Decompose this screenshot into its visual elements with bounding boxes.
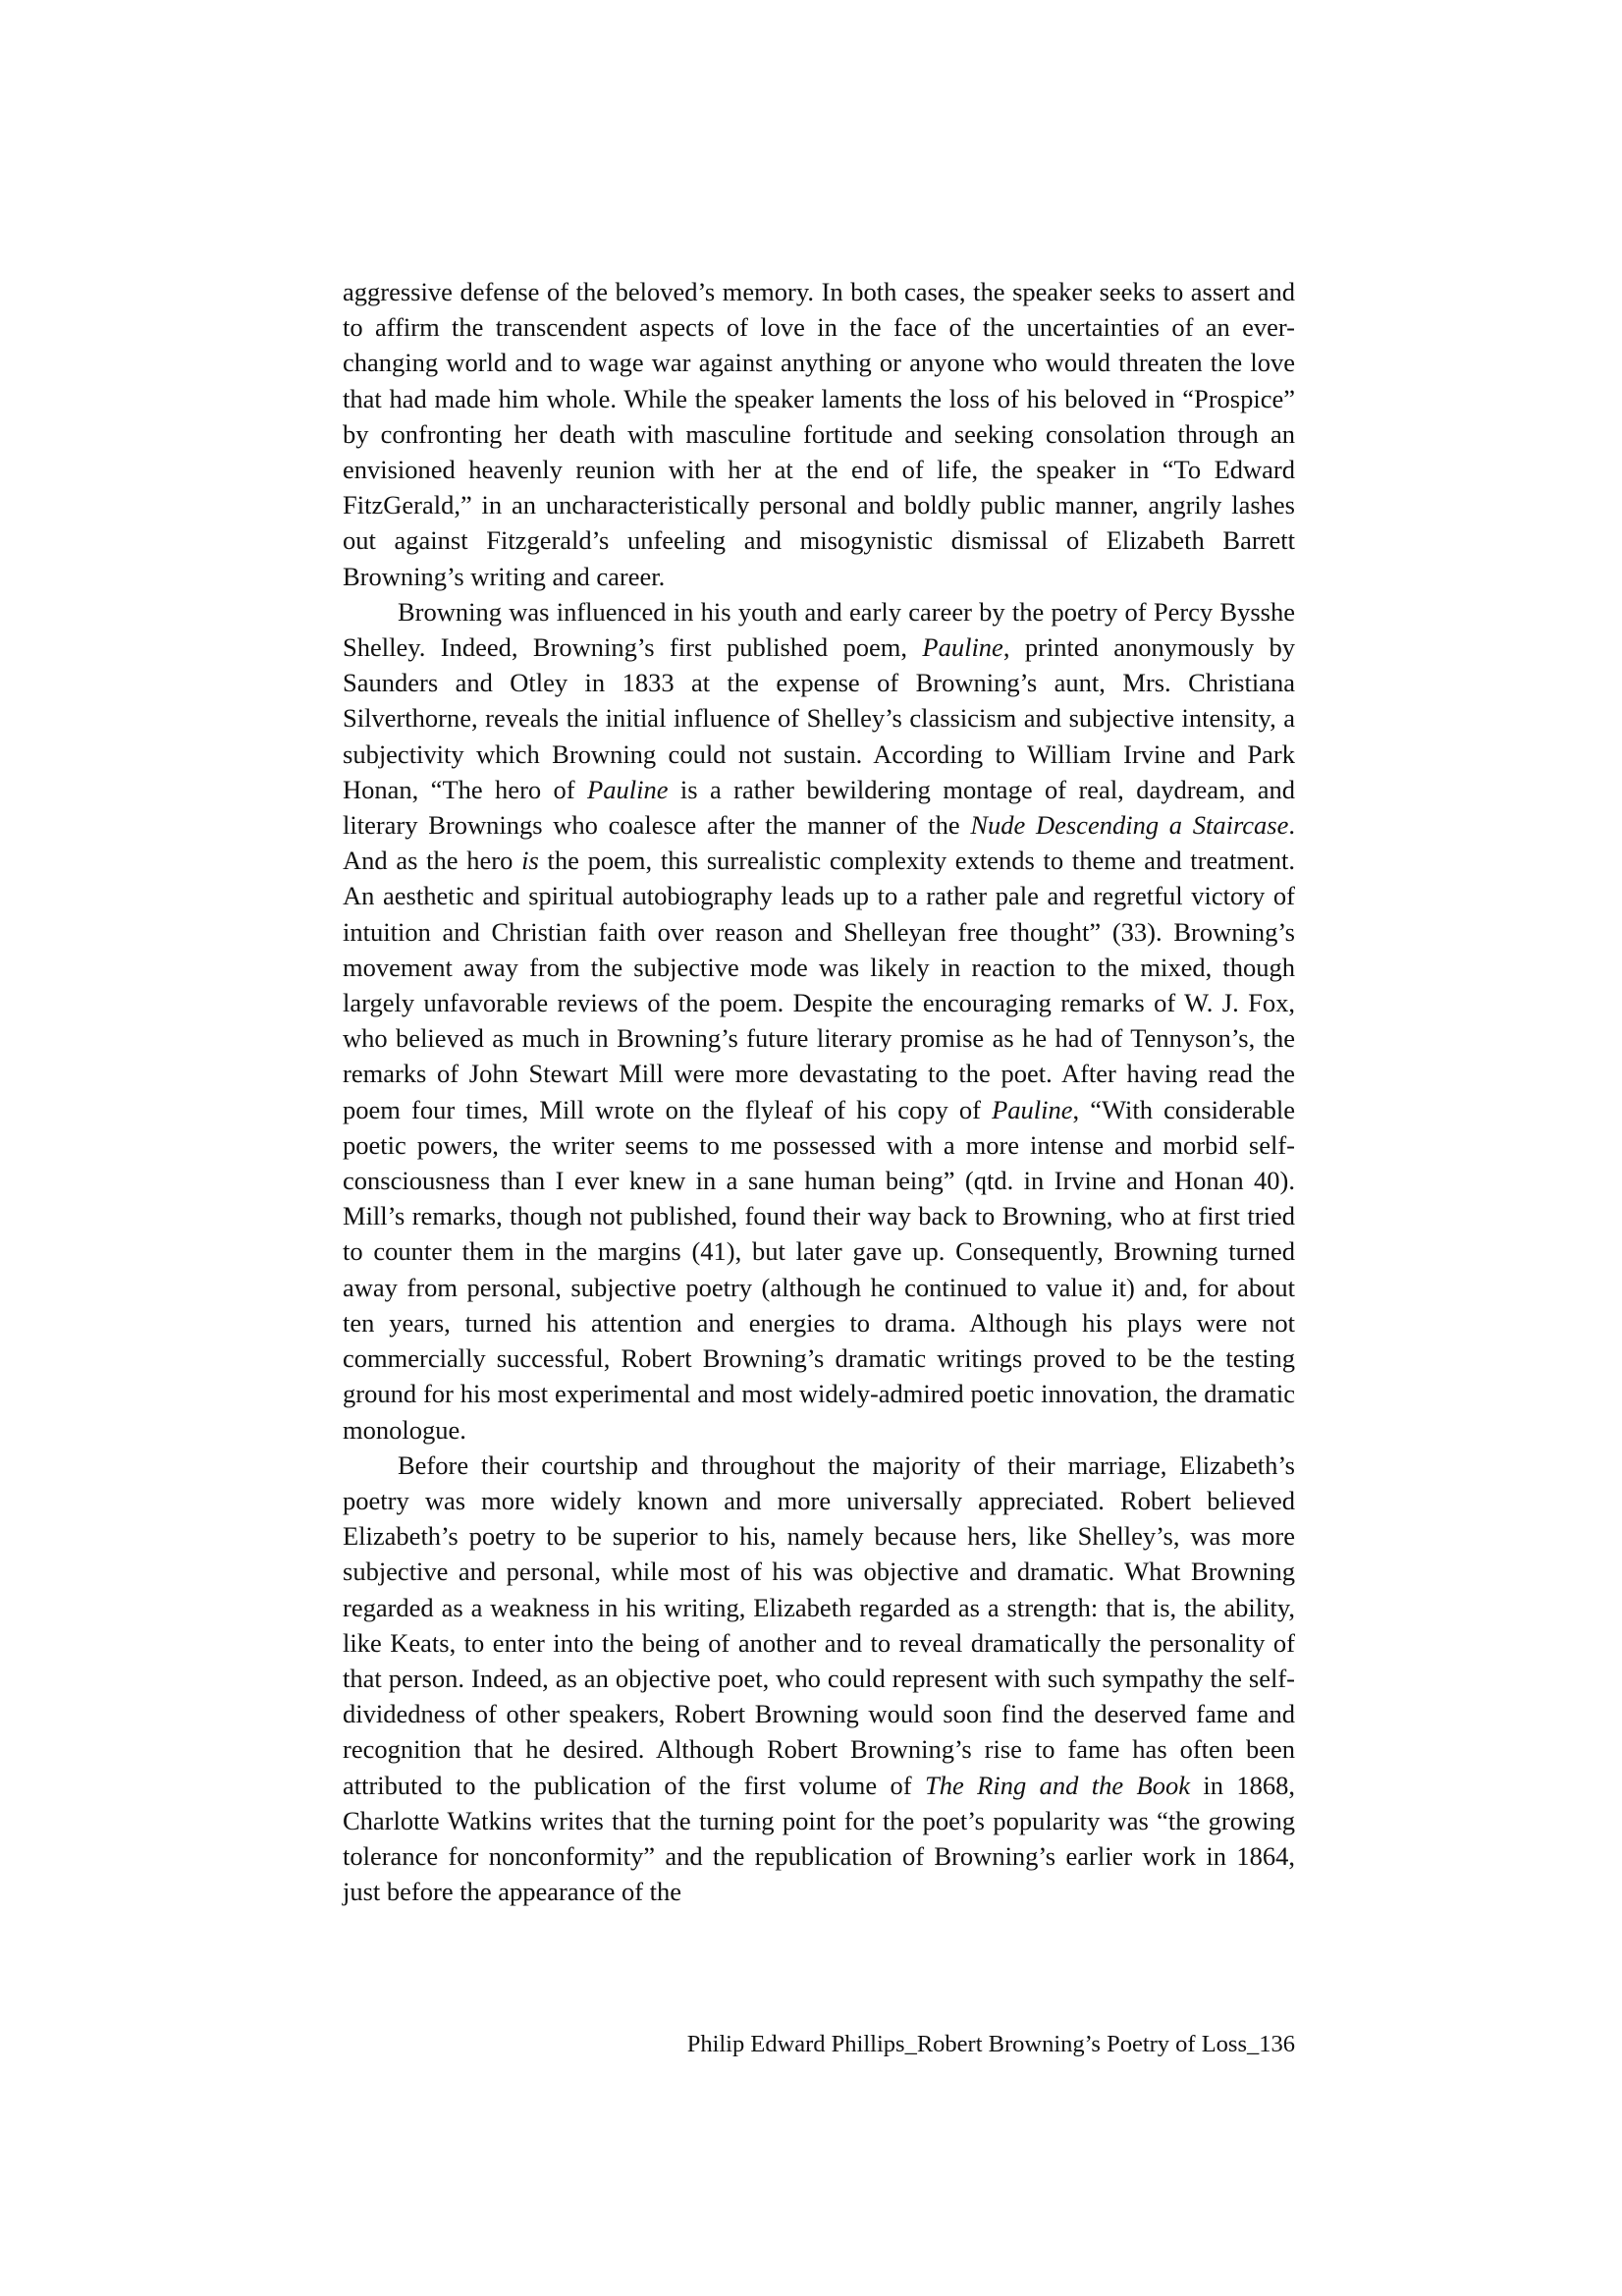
text-run: aggressive defense of the beloved’s memory. In both cases, the speaker seeks to assert and to affirm the transcendent aspects of love in the face of the uncertainties of an ever-changing world and to wage war against anything or anyone who would threaten the love that had made him whole. While the speaker laments the loss of his beloved in “Prospice” by confronting her death with masculine fortitude and seeking consolation through an envisioned heavenly reunion with her at the end of life, the speaker in “To Edward FitzGerald,” in an uncharacteristically personal and boldly public manner, angrily lashes out against Fitzgerald’s unfeeling and misogynistic dismissal of Elizabeth Barrett Browning’s writing and career.	[343, 277, 1295, 591]
text-run: is a rather bewildering montage of real, daydream, and literary Brownings who coalesce after the manner of the	[343, 774, 1295, 841]
italic-title: Nude Descending a Staircase	[970, 810, 1289, 841]
body-text	[343, 274, 1295, 1909]
italic-title: The Ring and the Book	[925, 1770, 1190, 1800]
text-run: the poem, this surrealistic complexity extends to theme and treatment. An aesthetic and spiritual autobiography leads up to a rather pale and regretful victory of intuition and Christian faith over reason and Shelleyan free thought” (33). Browning’s movement away from the subjective mode was likely in reaction to the mixed, though largely unfavorable reviews of the poem. Despite the encouraging remarks of W. J. Fox, who believed as much in Browning’s future literary promise as he had of Tennyson’s, the remarks of John Stewart Mill were more devastating to the poet. After having read the poem four times, Mill wrote on the flyleaf of his copy of	[343, 846, 1295, 1124]
text-run: . And as the hero	[343, 810, 1295, 876]
paragraph-2	[343, 594, 1295, 1448]
text-run: , printed anonymously by Saunders and Otley in 1833 at the expense of Browning’s aunt, Mrs. Christiana Silverthorne, reveals the initial influence of Shelley’s classicism and subjective intensity, a subjectivity which Browning could not sustain. According to William Irvine and Park Honan, “The hero of	[343, 632, 1295, 804]
text-run: , “With considerable poetic powers, the writer seems to me possessed with a more intense and morbid self-consciousness than I ever knew in a sane human being” (qtd. in Irvine and Honan 40). Mill’s remarks, though not published, found their way back to Browning, who at first tried to counter them in the margins (41), but later gave up. Consequently, Browning turned away from personal, subjective poetry (although he continued to value it) and, for about ten years, turned his attention and energies to drama. Although his plays were not commercially successful, Robert Browning’s dramatic writings proved to be the testing ground for his most experimental and most widely-admired poetic innovation, the dramatic monologue.	[343, 1094, 1295, 1445]
running-footer: Philip Edward Phillips_Robert Browning’s Poetry of Loss_136	[686, 2031, 1295, 2057]
paragraph-1	[343, 274, 1295, 594]
text-run: Browning was influenced in his youth and early career by the poetry of Percy Bysshe Shelley. Indeed, Browning’s first published poem,	[343, 596, 1295, 663]
text-run: Before their courtship and throughout the majority of their marriage, Elizabeth’s poetry was more widely known and more universally appreciated. Robert believed Elizabeth’s poetry to be superior to his, namely because hers, like Shelley’s, was more subjective and personal, while most of his was objective and dramatic. What Browning regarded as a weakness in his writing, Elizabeth regarded as a strength: that is, the ability, like Keats, to enter into the being of another and to reveal dramatically the personality of that person. Indeed, as an objective poet, who could represent with such sympathy the self-dividedness of other speakers, Robert Browning would soon find the deserved fame and recognition that he desired. Although Robert Browning’s rise to fame has often been attributed to the publication of the first volume of	[343, 1449, 1295, 1800]
italic-title: Pauline	[587, 774, 669, 804]
italic-title: Pauline	[992, 1094, 1073, 1124]
italic-title: Pauline	[922, 632, 1003, 663]
italic-title: is	[521, 846, 539, 876]
paragraph-3	[343, 1448, 1295, 1910]
text-run: in 1868, Charlotte Watkins writes that the turning point for the poet’s popularity was “the growing tolerance for nonconformity” and the republication of Browning’s earlier work in 1864, just before the appearance of the	[343, 1770, 1295, 1907]
